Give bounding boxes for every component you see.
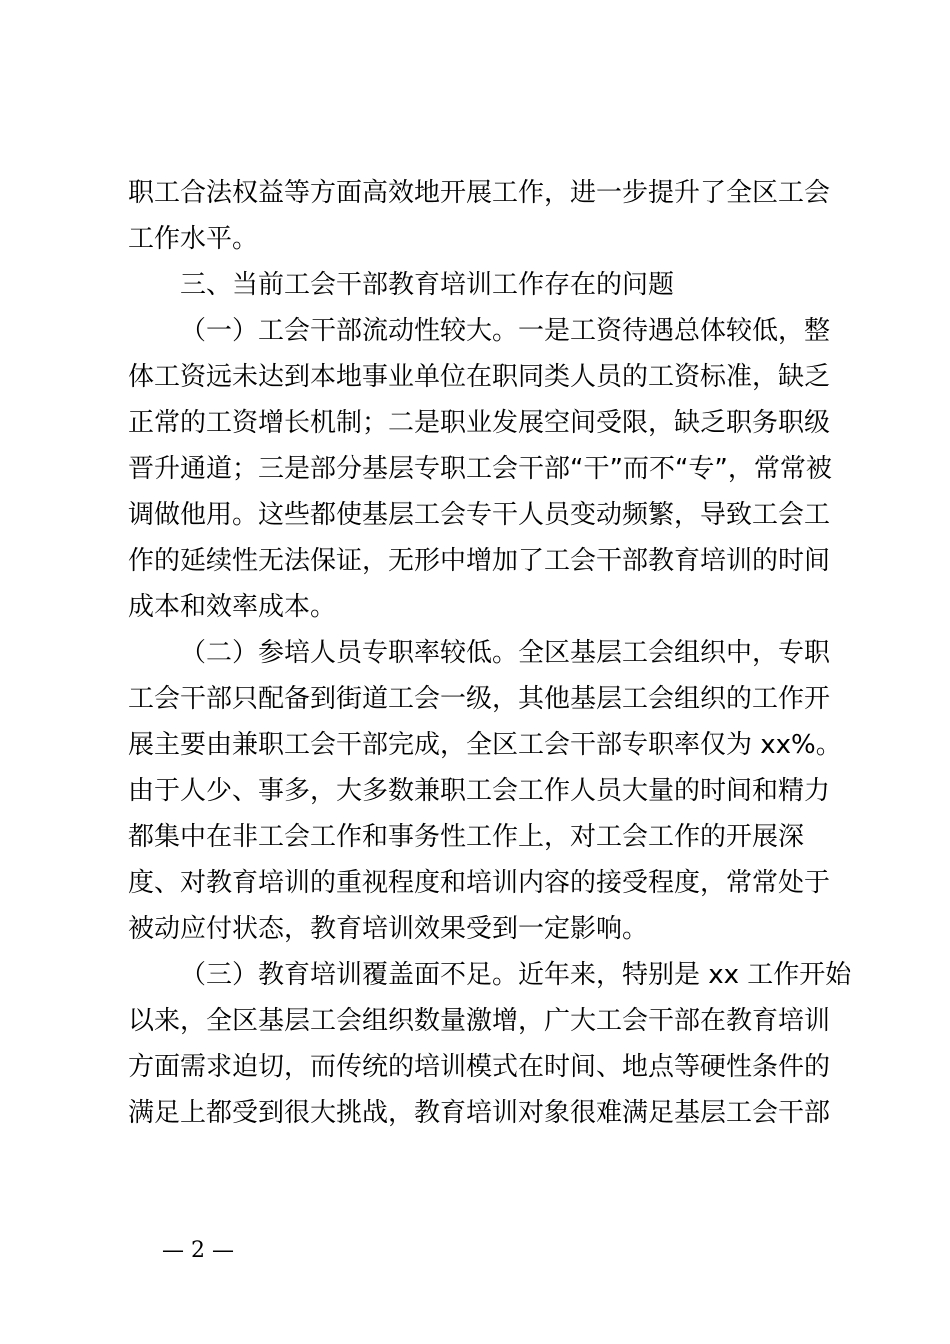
body-text-line: 展主要由兼职工会干部完成，全区工会干部专职率仅为 xx%。 xyxy=(128,730,842,760)
subsection-heading-line: （一）工会干部流动性较大。一是工资待遇总体较低，整 xyxy=(180,316,831,346)
body-text-line: 成本和效率成本。 xyxy=(128,592,337,622)
body-text-line: 作的延续性无法保证，无形中增加了工会干部教育培训的时间 xyxy=(128,546,831,576)
page-number: — 2 — xyxy=(162,1238,234,1263)
body-text-line: 职工合法权益等方面高效地开展工作，进一步提升了全区工会 xyxy=(128,178,831,208)
section-heading: 三、当前工会干部教育培训工作存在的问题 xyxy=(180,270,675,300)
body-text-line: 以来，全区基层工会组织数量激增，广大工会干部在教育培训 xyxy=(128,1006,831,1036)
body-text-line: 正常的工资增长机制；二是职业发展空间受限，缺乏职务职级 xyxy=(128,408,831,438)
subsection-heading-line: （二）参培人员专职率较低。全区基层工会组织中，专职 xyxy=(180,638,831,668)
body-text-line: 都集中在非工会工作和事务性工作上，对工会工作的开展深 xyxy=(128,822,805,852)
body-text-line: 被动应付状态，教育培训效果受到一定影响。 xyxy=(128,914,649,944)
body-text-line: 体工资远未达到本地事业单位在职同类人员的工资标准，缺乏 xyxy=(128,362,831,392)
body-text-line: 调做他用。这些都使基层工会专干人员变动频繁，导致工会工 xyxy=(128,500,831,530)
subsection-heading-line: （三）教育培训覆盖面不足。近年来，特别是 xx 工作开始 xyxy=(180,960,852,990)
body-text-line: 工会干部只配备到街道工会一级，其他基层工会组织的工作开 xyxy=(128,684,831,714)
body-text-line: 工作水平。 xyxy=(128,224,259,254)
body-text-line: 满足上都受到很大挑战，教育培训对象很难满足基层工会干部 xyxy=(128,1098,831,1128)
body-text-line: 晋升通道；三是部分基层专职工会干部“干”而不“专”，常常被 xyxy=(128,454,832,484)
body-text-line: 方面需求迫切，而传统的培训模式在时间、地点等硬性条件的 xyxy=(128,1052,831,1082)
body-text-line: 度、对教育培训的重视程度和培训内容的接受程度，常常处于 xyxy=(128,868,831,898)
body-text-line: 由于人少、事多，大多数兼职工会工作人员大量的时间和精力 xyxy=(128,776,831,806)
